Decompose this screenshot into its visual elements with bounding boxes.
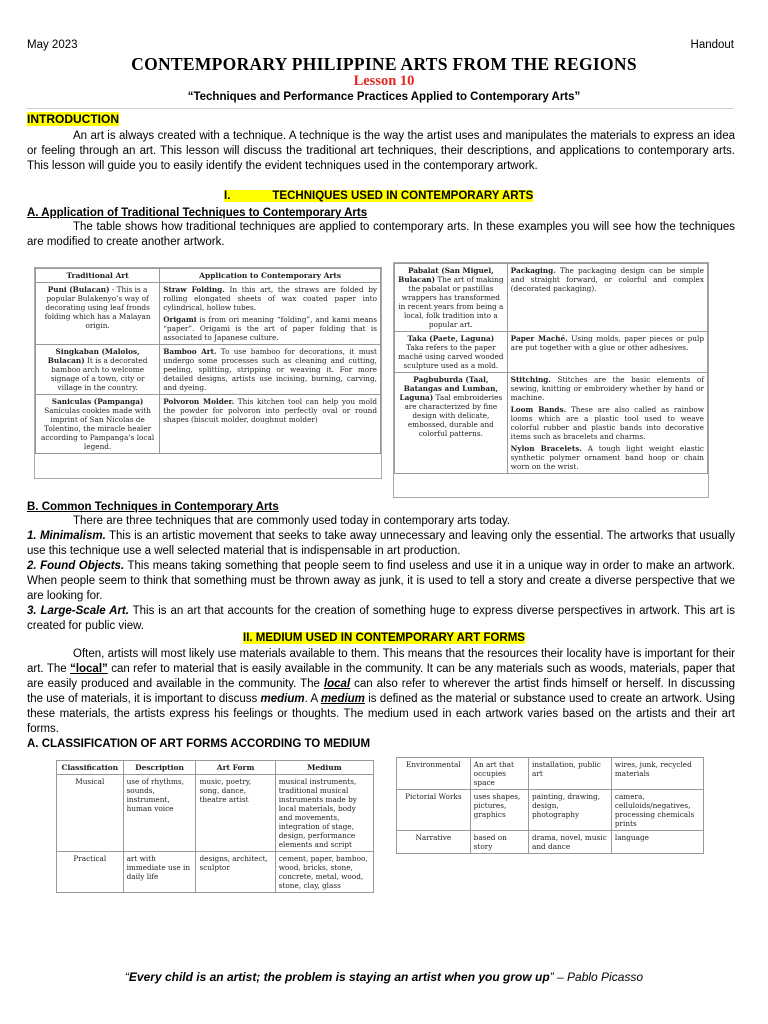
intro-paragraph: An art is always created with a technique. A technique is the way the artist uses and manipulates the materials to express an idea or feeling through an art. This lesson will discuss the traditional art techniques, their descriptions, and applications to contemporary arts. This lesson will guide you to easily identify the evident techniques used in the contemporary artwork. [27, 130, 735, 172]
table-cell: music, poetry, song, dance, theatre artist [196, 775, 275, 852]
table-cell: installation, public art [529, 758, 612, 790]
section1-subA-text: The table shows how traditional techniques are applied to contemporary arts. In these examples you will see how the techniques are modified to create another artwork. [27, 221, 735, 248]
table-cell: art with immediate use in daily life [123, 852, 196, 893]
table-cell: cement, paper, bamboo, wood, bricks, stone, concrete, metal, wood, stone, clay, glass [275, 852, 373, 893]
art-description: Taal embroideries are characterized by fine design with delicate, embossed, durable and colorful patterns. [404, 393, 503, 438]
section-b-intro: There are three techniques that are commonly used today in contemporary arts today. [73, 515, 511, 527]
header-date: May 2023 [27, 39, 78, 51]
application-item [163, 315, 377, 342]
table-cell: An art that occupies space [470, 758, 528, 790]
table-row [395, 264, 708, 332]
traditional-art-cell [36, 395, 160, 454]
table-header: Medium [275, 761, 373, 775]
traditional-art-table-continued [393, 262, 709, 498]
application-item [511, 444, 704, 471]
table-cell: Practical [57, 852, 124, 893]
traditional-art-cell [36, 283, 160, 345]
application-text: is from ori meaning “folding”, and kami means “paper”. Origami is the art of paper folding that is associated to Japanese culture. [163, 315, 377, 342]
table-header: Description [123, 761, 196, 775]
application-term: Paper Maché. [510, 334, 568, 343]
application-text: This kitchen tool can help you mold the powder for polvoron into perfectly oval or round shapes (biscuit molder, doughnut molder) [163, 397, 377, 424]
technique-item [27, 559, 735, 604]
technique-term: 3. Large-Scale Art. [27, 605, 129, 617]
table-cell: use of rhythms, sounds, instrument, human voice [123, 775, 196, 852]
table-row [395, 332, 708, 373]
technique-text: This is an art that accounts for the creation of something huge to express diverse perspectives in artwork. This art is created for public view. [27, 605, 735, 632]
intro-heading: INTRODUCTION [27, 112, 119, 126]
section2-heading: II. MEDIUM USED IN CONTEMPORARY ART FORMS [243, 632, 525, 644]
table-row [36, 395, 381, 454]
section-b-list [27, 529, 735, 634]
application-text: A tough light weight elastic synthetic polymer ornament band hoop or chain worn on the wrist. [510, 444, 704, 471]
footer-quote: “Every child is an artist; the problem is staying an artist when you grow up” – Pablo Picasso [124, 970, 644, 984]
application-item [163, 347, 377, 392]
table-cell: designs, architect, sculptor [196, 852, 275, 893]
section1-heading: I. TECHNIQUES USED IN CONTEMPORARY ARTS [224, 190, 534, 202]
technique-term: 1. Minimalism. [27, 530, 106, 542]
application-item [511, 334, 704, 352]
traditional-art-table [34, 267, 382, 479]
table-cell: painting, drawing, design, photography [529, 790, 612, 831]
application-text: To use bamboo for decorations, it must undergo some processes such as cleaning and cutting, peeling, splitting, stripping or weaving it. For more detailed designs, artists use incising, burning, carving, and dyeing. [163, 347, 377, 392]
traditional-art-cell [36, 345, 160, 395]
table-row [397, 831, 704, 854]
application-term: Bamboo Art. [163, 347, 217, 356]
application-term: Origami [163, 315, 197, 324]
application-item [511, 266, 704, 293]
traditional-art-cell [395, 264, 508, 332]
table-row [36, 283, 381, 345]
application-cell [507, 332, 707, 373]
application-item [511, 375, 704, 402]
table-cell: based on story [470, 831, 528, 854]
technique-term: 2. Found Objects. [27, 560, 125, 572]
section-b-title: B. Common Techniques in Contemporary Arts [27, 501, 279, 513]
technique-item [27, 529, 735, 559]
table-cell: musical instruments, traditional musical instruments made by local materials, body and movements, integration of stage, design, performance elements and script [275, 775, 373, 852]
traditional-art-cell [395, 373, 508, 474]
table-cell: camera, celluloids/negatives, processing chemicals prints [611, 790, 703, 831]
application-term: Loom Bands. [510, 405, 567, 414]
table-cell: Pictorial Works [397, 790, 471, 831]
application-cell [160, 283, 381, 345]
section2-paragraph: Often, artists will most likely use materials available to them. This means that the resources their locality have is important for their art. The “local” can refer to material that is easily available in the community. It can be any materials such as woods, materials, paper that are easily produced and available in the community. The local can also refer to wherever the artist finds himself or herself. In discussing the use of materials, it is important to discuss medium. A medium is defined as the material or substance used to create an artwork. Using these materials, the artists express his feelings or thoughts. The medium used in each artwork varies based on the artists and their art forms. [27, 648, 736, 735]
table-row [397, 758, 704, 790]
table-row [397, 790, 704, 831]
table-cell: language [611, 831, 703, 854]
technique-text: This is an artistic movement that seeks to take away unnecessary and leaving only the essential. The artworks that usually use this technique use a well selected material that is indispensable in art production. [27, 530, 735, 557]
header-divider [26, 108, 734, 109]
art-description: The art of making the pabalat or pastillas wrappers has transformed in recent years from being a local, folk tradition into a popular art. [398, 275, 504, 329]
application-item [163, 397, 377, 424]
technique-text: This means taking something that people seem to find useless and use it in a unique way in order to make an artwork. When people seem to think that something must be thrown away as junk, it is used to tell a story and create a diverse perspective that we are looking for. [27, 560, 736, 602]
art-name: Pagbuburda (Taal, Batangas and Lumban, Laguna) [399, 375, 498, 402]
header-type: Handout [690, 39, 734, 51]
application-term: Polvoron Molder. [163, 397, 235, 406]
table-cell: uses shapes, pictures, graphics [470, 790, 528, 831]
art-forms-table-continued [396, 757, 704, 854]
section1-subA: A. Application of Traditional Techniques to Contemporary Arts [27, 207, 368, 219]
art-name: Saniculas (Pampanga) [51, 397, 144, 406]
application-term: Nylon Bracelets. [510, 444, 582, 453]
table-row [57, 775, 374, 852]
table-cell: Environmental [397, 758, 471, 790]
application-text: Using molds, paper pieces or pulp are put together with a glue or other adhesives. [510, 334, 704, 352]
application-cell [160, 345, 381, 395]
table-header: Application to Contemporary Arts [160, 269, 381, 283]
art-name: Singkaban (Malolos, Bulacan) [47, 347, 140, 365]
application-text: Stitches are the basic elements of sewing, knitting or embroidery whether by hand or machine. [510, 375, 704, 402]
table-header: Classification [57, 761, 124, 775]
lesson-subtitle: “Techniques and Performance Practices Applied to Contemporary Arts” [187, 91, 581, 103]
art-name: Taka (Paete, Laguna) [407, 334, 495, 343]
application-cell [507, 264, 707, 332]
table-row [36, 345, 381, 395]
table-header: Traditional Art [36, 269, 160, 283]
page-title: CONTEMPORARY PHILIPPINE ARTS FROM THE REGIONS [131, 54, 637, 74]
table-cell: Narrative [397, 831, 471, 854]
application-text: In this art, the straws are folded by rolling elongated sheets of wax coated paper into cylindrical, hollow tubes. [163, 285, 377, 312]
art-description: Taka refers to the paper maché using carved wooded sculpture used as a mold. [398, 343, 504, 370]
application-item [511, 405, 704, 441]
art-name: Puni (Bulacan) [47, 285, 110, 294]
application-item [163, 285, 377, 312]
section2-subA: A. CLASSIFICATION OF ART FORMS ACCORDING TO MEDIUM [27, 738, 371, 750]
art-forms-table [56, 760, 374, 893]
technique-item [27, 604, 735, 634]
application-cell [160, 395, 381, 454]
application-cell [507, 373, 707, 474]
art-description: - This is a popular Bulakenyo’s way of decorating using leaf fronds folding which has a Malayan origin. [44, 285, 151, 330]
art-description: It is a decorated bamboo arch to welcome signage of a town, city or village in the country. [50, 356, 148, 392]
art-description: Saniculas cookies made with imprint of San Nicolas de Tolentino, the miracle healer according to Pampanga’s local legend. [40, 406, 155, 451]
table-row [395, 373, 708, 474]
lesson-number: Lesson 10 [353, 73, 415, 89]
table-cell: Musical [57, 775, 124, 852]
art-name: Pabalat (San Miguel, Bulacan) [398, 266, 494, 284]
application-term: Stitching. [510, 375, 551, 384]
application-term: Straw Folding. [163, 285, 225, 294]
application-term: Packaging. [510, 266, 556, 275]
table-cell: wires, junk, recycled materials [611, 758, 703, 790]
traditional-art-cell [395, 332, 508, 373]
table-cell: drama, novel, music and dance [529, 831, 612, 854]
table-row [57, 852, 374, 893]
application-text: The packaging design can be simple and straight forward, or colorful and complex (decorated packaging). [510, 266, 704, 293]
application-text: These are also called as rainbow looms which are a plastic tool used to weave colorful rubber and plastic bands into decorative items such as bracelets and charms. [510, 405, 704, 441]
table-header: Art Form [196, 761, 275, 775]
